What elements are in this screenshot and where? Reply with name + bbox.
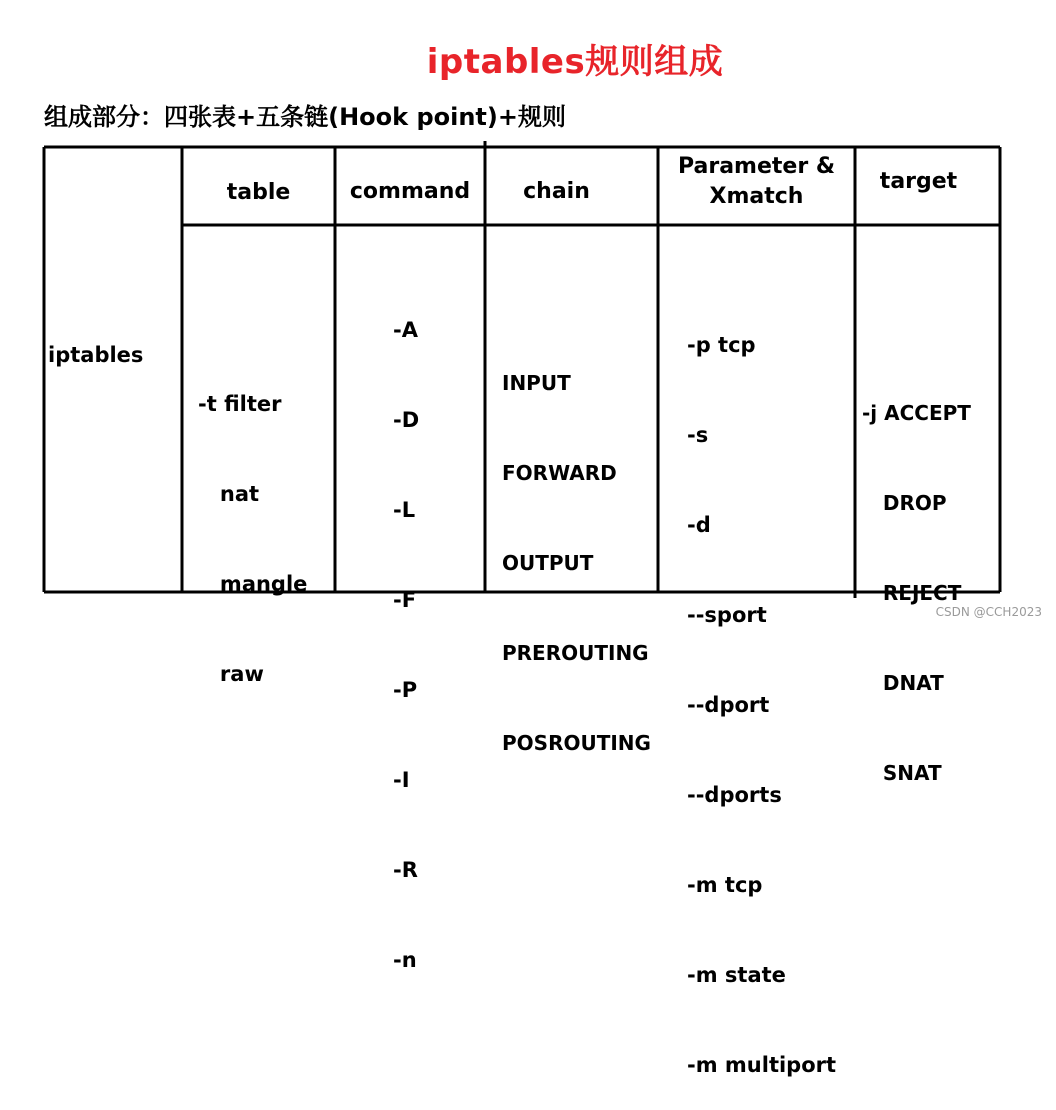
- chain-item: INPUT: [502, 371, 571, 395]
- target-item: DNAT: [862, 671, 944, 695]
- parameter-item: -m state: [687, 963, 786, 987]
- parameter-list: [687, 270, 836, 1110]
- command-item: -n: [393, 948, 417, 972]
- table-item: nat: [198, 482, 260, 506]
- watermark: CSDN @CCH2023: [935, 605, 1042, 619]
- chain-item: PREROUTING: [502, 641, 649, 665]
- row-label-iptables: iptables: [48, 343, 144, 367]
- parameter-item: -d: [687, 513, 711, 537]
- diagram-subtitle: 组成部分：四张表+五条链(Hook point)+规则: [44, 103, 566, 131]
- parameter-item: -m tcp: [687, 873, 763, 897]
- parameter-item: -p tcp: [687, 333, 756, 357]
- parameter-item: -s: [687, 423, 709, 447]
- header-command: command: [349, 179, 471, 204]
- target-item: REJECT: [862, 581, 962, 605]
- command-item: -D: [393, 408, 420, 432]
- header-target: target: [879, 169, 958, 194]
- command-item: -A: [393, 318, 418, 342]
- header-parameter-line2: Xmatch: [709, 184, 804, 209]
- table-item: raw: [198, 662, 264, 686]
- parameter-item: --sport: [687, 603, 767, 627]
- chain-item: POSROUTING: [502, 731, 651, 755]
- header-parameter: [658, 152, 855, 212]
- header-chain: chain: [523, 179, 590, 204]
- target-list: [862, 338, 971, 818]
- diagram-title: iptables规则组成: [426, 42, 724, 82]
- target-item: -j ACCEPT: [862, 401, 971, 425]
- header-table: table: [226, 180, 291, 205]
- target-item: DROP: [862, 491, 947, 515]
- target-item: SNAT: [862, 761, 942, 785]
- chain-list: [502, 308, 651, 788]
- command-list: [393, 255, 419, 1005]
- parameter-item: --dports: [687, 783, 782, 807]
- table-item: -t filter: [198, 392, 282, 416]
- table-item: mangle: [198, 572, 308, 596]
- parameter-item: --dport: [687, 693, 770, 717]
- chain-item: FORWARD: [502, 461, 617, 485]
- command-item: -P: [393, 678, 418, 702]
- table-list: [198, 329, 307, 719]
- command-item: -L: [393, 498, 416, 522]
- parameter-item: -m multiport: [687, 1053, 837, 1077]
- chain-item: OUTPUT: [502, 551, 594, 575]
- command-item: -F: [393, 588, 417, 612]
- command-item: -I: [393, 768, 410, 792]
- command-item: -R: [393, 858, 418, 882]
- header-parameter-line1: Parameter &: [677, 154, 836, 179]
